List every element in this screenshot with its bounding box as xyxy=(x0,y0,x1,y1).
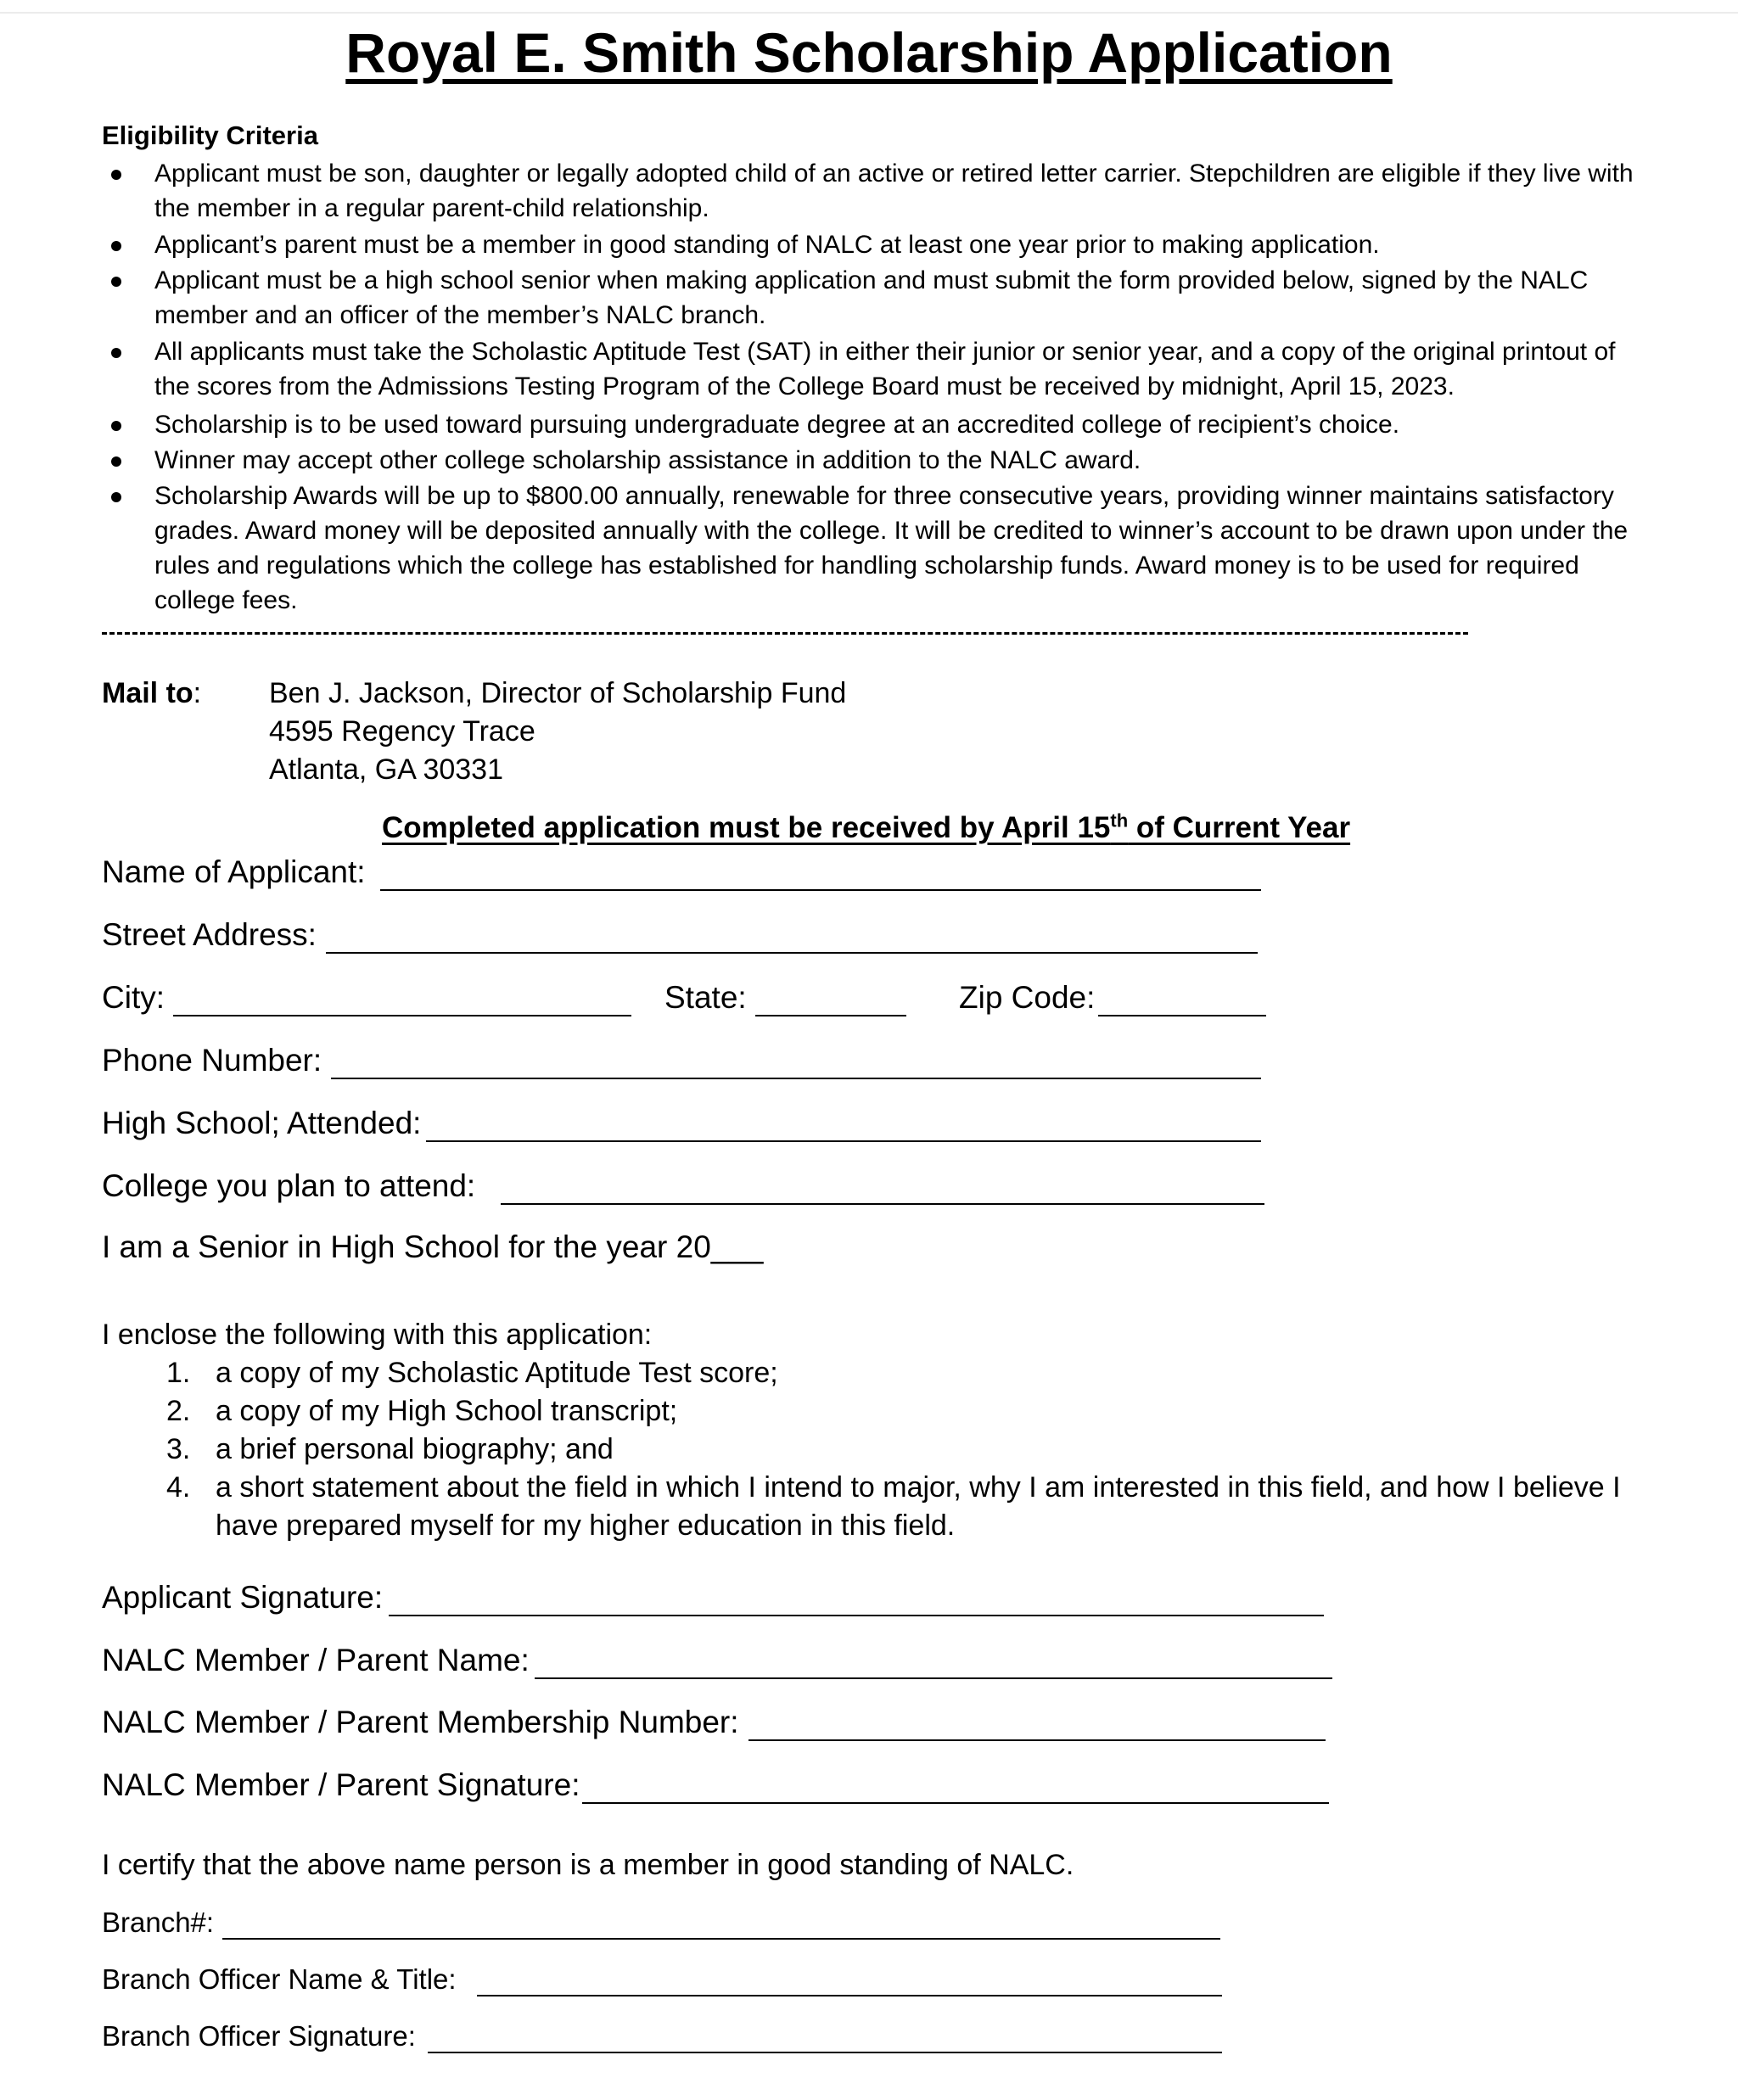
branch-label: Branch#: xyxy=(102,1907,215,1938)
high-school-field[interactable] xyxy=(426,1140,1261,1142)
member-name-field[interactable] xyxy=(535,1677,1332,1679)
bullet-icon xyxy=(111,348,121,358)
city-field[interactable] xyxy=(173,1015,631,1016)
cut-line-divider xyxy=(102,632,1468,635)
member-number-field[interactable] xyxy=(748,1739,1326,1741)
officer-signature-field[interactable] xyxy=(428,2052,1222,2053)
enclosures-intro: I enclose the following with this application: xyxy=(102,1319,653,1351)
officer-signature-label: Branch Officer Signature: xyxy=(102,2020,416,2052)
member-number-label: NALC Member / Parent Membership Number: xyxy=(102,1705,739,1739)
city-label: City: xyxy=(102,980,165,1015)
phone-number-field[interactable] xyxy=(331,1078,1261,1079)
top-divider xyxy=(0,12,1738,14)
street-address-label: Street Address: xyxy=(102,917,317,952)
bullet-icon xyxy=(111,241,121,251)
applicant-signature-label: Applicant Signature: xyxy=(102,1580,384,1615)
certify-statement: I certify that the above name person is a member in good standing of NALC. xyxy=(102,1849,1074,1881)
officer-name-field[interactable] xyxy=(477,1995,1222,1996)
mail-address-line: Ben J. Jackson, Director of Scholarship Fund xyxy=(269,677,847,709)
high-school-label: High School; Attended: xyxy=(102,1106,422,1140)
page-title: Royal E. Smith Scholarship Application xyxy=(345,21,1393,84)
name-of-applicant-label: Name of Applicant: xyxy=(102,854,366,889)
eligibility-heading: Eligibility Criteria xyxy=(102,120,318,150)
zip-code-field[interactable] xyxy=(1098,1015,1266,1016)
bullet-icon xyxy=(111,492,121,502)
applicant-signature-field[interactable] xyxy=(389,1615,1324,1616)
state-label: State: xyxy=(664,980,747,1015)
mail-address-line: Atlanta, GA 30331 xyxy=(269,753,503,786)
member-signature-field[interactable] xyxy=(582,1802,1329,1804)
phone-number-label: Phone Number: xyxy=(102,1043,322,1078)
bullet-icon xyxy=(111,421,121,431)
mail-to-label: Mail to: xyxy=(102,677,202,709)
college-field[interactable] xyxy=(501,1203,1264,1205)
bullet-icon xyxy=(111,277,121,287)
deadline-notice: Completed application must be received by April 15th of Current Year xyxy=(382,809,1351,844)
application-form: Royal E. Smith Scholarship Application Eligibility Criteria Applicant must be son, daughter or legally adopted child of an active or retired letter carrier. Stepchildren are eligible if they live with the member in a regular parent-child relationship. Applicant’s parent must be a member in good standing of NALC at least one year prior to making application. Applicant must be a high school senior when making application and must submit the form provided below, signed by the NALC member and an officer of the member’s NALC branch. All applicants must take the Scholastic Aptitude Test (SAT) in either their junior or senior year, and a copy of the original printout of the scores from the Admissions Testing Program of the College Board must be received by midnight, April 15, 2023. Scholarship is to be used toward pursuing undergraduate degree at an accredited college of recipient’s choice. Winner may accept other college scholarship assistance in addition to the NALC award. Scholarship Awards will be up to $800.00 annually, renewable for three consecutive years, providing winner maintains satisfactory grades. Award money will be deposited annually with the college. It will be credited to winner’s account to be drawn upon under the rules and regulations which the college has established for handling scholarship funds. Award money is to be used for required college fees. Mail to: Ben J. Jackson, Director of Scholarship Fund 4595 Regency Trace Atlanta, GA 30331 Completed application must be received by April 15th of Current Year Name of Applicant: Street Address: City: State: Zip Code: Phone Number: High School; Attended: College you plan to attend: I am a Senior in High School for the year 20___ I enclose the following with this application: 1. a copy of my Scholastic Aptitude Test score; 2. a copy of my High School transcript; 3. a brief personal biography; and 4. a short statement about the field in which I intend to major, why I am interested in this field, and how I believe I have prepared myself for my higher education in this field. Applicant Signature: NALC Member / Parent Name: NALC Member / Parent Membership Number: NALC Member / Parent Signature: I certify that the above name person is a member in good standing of NALC. Branch#: Branch Officer Name & Title: Branch Officer Signature: xyxy=(0,0,1738,2100)
bullet-icon xyxy=(111,170,121,180)
zip-code-label: Zip Code: xyxy=(959,980,1096,1015)
member-name-label: NALC Member / Parent Name: xyxy=(102,1643,530,1677)
college-label: College you plan to attend: xyxy=(102,1168,476,1203)
bullet-icon xyxy=(111,456,121,467)
mail-address-line: 4595 Regency Trace xyxy=(269,715,535,748)
officer-name-label: Branch Officer Name & Title: xyxy=(102,1963,457,1995)
member-signature-label: NALC Member / Parent Signature: xyxy=(102,1767,580,1802)
branch-field[interactable] xyxy=(222,1938,1220,1940)
state-field[interactable] xyxy=(755,1015,906,1016)
name-of-applicant-field[interactable] xyxy=(380,889,1261,891)
senior-year-field[interactable]: I am a Senior in High School for the year 20___ xyxy=(102,1229,764,1264)
street-address-field[interactable] xyxy=(326,952,1258,954)
